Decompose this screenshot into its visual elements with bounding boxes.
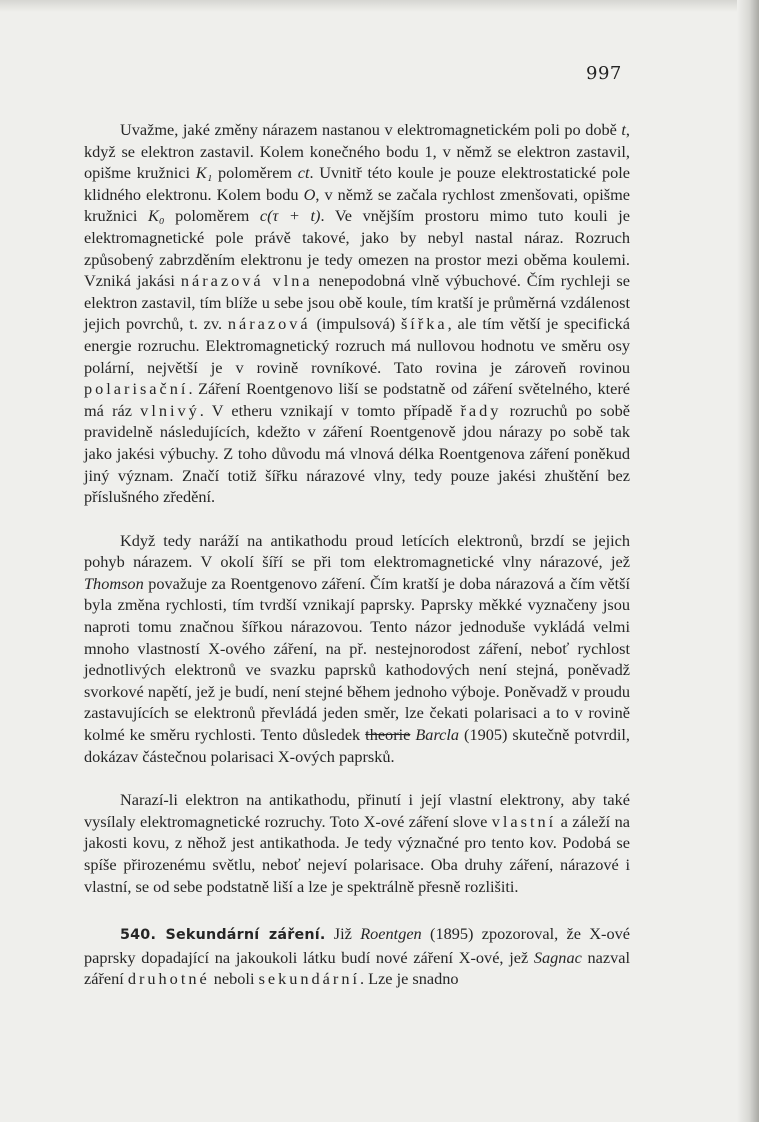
section-540-paragraph — [84, 923, 630, 990]
text-segment: t — [621, 120, 626, 139]
text-segment: vlastní — [491, 811, 557, 831]
text-segment: (impulsová) — [310, 314, 401, 334]
text-segment: poloměrem — [212, 163, 298, 183]
page-number: 997 — [586, 63, 622, 84]
text-segment: poloměrem — [164, 206, 260, 226]
page-binding-shadow — [737, 0, 759, 1122]
text-segment: (1895) zpozoroval, že X-ové paprsky dopadající na jakoukoli látku budí nové záření X-ové, jež — [84, 924, 630, 967]
text-segment: . Ve vnějším prostoru mimo tuto kouli je elektromagnetické pole právě takové, jako by nebyl nastal náraz. Rozruch způsobený zabrzděním elektronu je tedy omezen na prostor mezi oběma koulemi. Vzniká jakási — [84, 206, 630, 291]
text-segment: vlnivý — [140, 400, 200, 420]
section-spacer — [84, 897, 630, 923]
text-segment: K₀ — [147, 206, 165, 226]
text-segment: K₁ — [195, 163, 213, 183]
text-segment: . Záření Roentgenovo liší se podstatně od záření světelného, které má ráz — [84, 379, 630, 420]
text-segment: , ale tím větší je specifická energie rozruchu. Elektromagnetický rozruch má nullovou hodnotu ve směru osy polární, největší je v rovině rovníkové. Tato rovina je zároveň rovinou — [84, 314, 631, 377]
text-segment: (1905) skutečně potvrdil, dokázav částečnou polarisaci X-ových paprsků. — [84, 725, 630, 766]
text-segment: šířka — [400, 314, 448, 334]
text-segment: , v němž se začala rychlost zmenšovati, opišme kružnici — [84, 184, 630, 226]
paragraph-1 — [84, 119, 630, 508]
text-segment: nárazová vlna — [180, 271, 313, 291]
text-segment: druhotné — [127, 969, 210, 989]
paragraph-2 — [84, 530, 630, 768]
page-top-shadow — [0, 0, 759, 12]
text-segment: Uvažme, jaké změny nárazem nastanou v elektromagnetickém poli po době — [120, 120, 622, 139]
text-segment: theorie — [365, 725, 411, 745]
text-segment: nazval záření — [84, 947, 630, 989]
text-segment: řady — [460, 400, 502, 420]
text-segment: . V etheru vznikají v tomto případě — [199, 400, 461, 420]
text-segment: polarisační — [84, 379, 189, 399]
text-segment: . Uvnitř této koule je pouze elektrostatické pole klidného elektronu. Kolem bodu — [84, 163, 630, 204]
text-segment: Thomson — [84, 573, 144, 593]
text-segment: c(τ + t) — [259, 206, 321, 226]
text-segment: Roentgen — [360, 924, 422, 944]
text-segment: Když tedy naráží na antikathodu proud letících elektronů, brzdí se jejich pohyb nárazem. V okolí šíří se při tom elektromagnetické vlny nárazové, jež — [84, 530, 630, 572]
text-segment: a záleží na jakosti kovu, z něhož jest antikathoda. Je tedy význačné pro tento kov. Podobá se spíše přirozenému světlu, neboť nejeví polarisace. Oba druhy záření, nárazové i vlastní, se od sebe podstatně liší a lze je spektrálně přesně rozlišiti. — [84, 811, 630, 896]
paragraph-spacer — [84, 508, 630, 530]
text-segment: Sagnac — [533, 947, 582, 967]
text-segment: rozruchů po sobě pravidelně následujících, kdežto v záření Roentgenově jdou nárazy po sobě tak jako jakési výbuchy. Z toho důvodu má vlnová délka Roentgenova záření poněkud jiný význam. Značí totiž šířku nárazové vlny, tedy pouze jakési zhuštění bez příslušného zředění. — [84, 400, 631, 507]
text-segment: neboli — [209, 969, 259, 989]
text-segment: sekundární — [258, 969, 360, 989]
text-segment: Barcla — [415, 725, 460, 745]
text-segment: považuje za Roentgenovo záření. Čím kratší je doba nárazová a čím větší byla změna rychlosti, tím tvrdší vznikají paprsky. Paprsky měkké vyznačeny jsou naproti tomu značnou šířkou nárazovou. Tento názor jednoduše vykládá velmi mnoho vlastností X-ového záření, na př. nestejnorodost záření, neboť rychlost jednotlivých elektronů ve svazku paprsků kathodových není stejná, poněvadž svorkové napětí, jež je budí, není stejné během jednoho výboje. Poněvadž v proudu zastavujících se elektronů převládá jeden směr, lze čekati polarisaci a to v rovině kolmé ke směru rychlosti. Tento důsledek — [84, 573, 630, 745]
text-segment: nárazová — [227, 314, 311, 334]
text-segment: ct — [297, 163, 310, 183]
paragraph-spacer — [84, 767, 630, 789]
text-segment: . Lze je snadno — [360, 969, 459, 989]
text-segment: 540. Sekundární záření. — [120, 927, 326, 944]
text-segment: Narazí-li elektron na antikathodu, přinutí i její vlastní elektrony, aby také vysílaly elektromagnetické rozruchy. Toto X-ové záření slove — [84, 790, 630, 831]
text-segment: O — [303, 184, 316, 204]
body-text — [84, 119, 630, 990]
paragraph-3 — [84, 789, 630, 897]
text-segment: Již — [325, 924, 361, 944]
text-segment: nenepodobná vlně výbuchové. Čím rychleji se elektron zastavil, tím blíže u sebe jsou obě koule, tím kratší je průměrná vzdálenost jejich povrchů, t. zv. — [84, 271, 630, 334]
text-segment: , když se elektron zastavil. Kolem konečného bodu 1, v němž se elektron zastavil, opišme kružnici — [84, 120, 630, 183]
